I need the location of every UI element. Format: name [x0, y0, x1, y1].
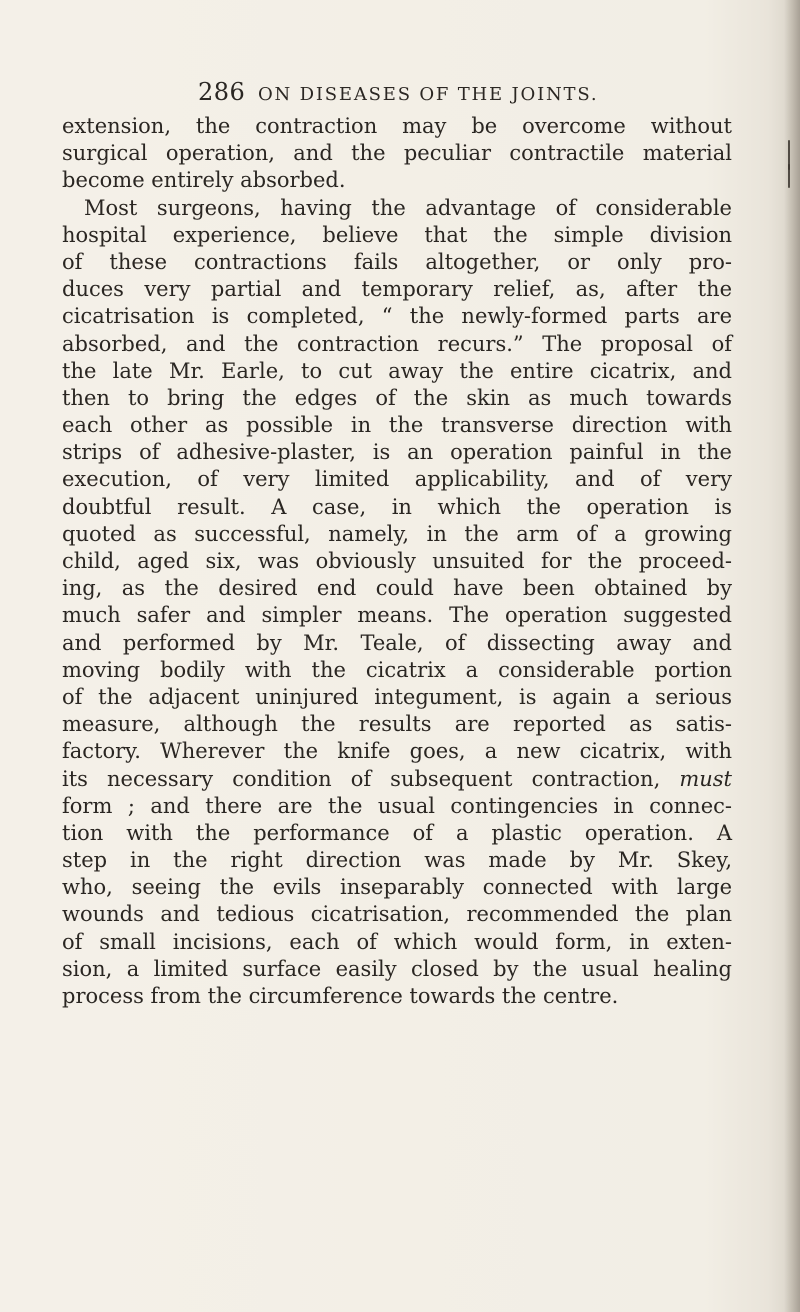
text-line: then to bring the edges of the skin as much towards — [62, 385, 732, 410]
text-line: child, aged six, was obviously unsuited for the proceed- — [62, 549, 732, 573]
text-line: extension, the contraction may be overcome without — [62, 114, 732, 138]
text-line: moving bodily with the cicatrix a considerable portion — [62, 657, 732, 682]
text-line: much safer and simpler means. The operation suggested — [62, 603, 732, 628]
text-line: sion, a limited surface easily closed by the usual healing — [62, 956, 732, 981]
text-line: tion with the performance of a plastic operation. A — [62, 820, 732, 845]
text-line: become entirely absorbed. — [62, 168, 346, 193]
text-line: who, seeing the evils inseparably connected with large — [62, 875, 732, 900]
body-text — [62, 113, 732, 1010]
text-line: cicatrisation is completed, “ the newly-formed parts are — [62, 304, 732, 329]
text-line: quoted as successful, namely, in the arm of a growing — [62, 521, 732, 546]
text-line: process from the circumference towards the centre. — [62, 984, 619, 1008]
text-segment: its necessary condition of subsequent contraction, — [62, 766, 661, 791]
text-line: duces very partial and temporary relief, as, after the — [62, 277, 732, 302]
text-line: execution, of very limited applicability, and of very — [62, 467, 732, 492]
text-line: measure, although the results are reported as satis- — [62, 712, 732, 737]
text-line: wounds and tedious cicatrisation, recommended the plan — [62, 902, 732, 927]
text-line: absorbed, and the contraction recurs.” The proposal of — [62, 331, 732, 356]
text-line: of small incisions, each of which would form, in exten- — [62, 929, 732, 954]
text-line: each other as possible in the transverse direction with — [62, 413, 732, 438]
page-header — [0, 78, 800, 118]
page-edge-shadow — [784, 0, 800, 1312]
text-line: step in the right direction was made by Mr. Skey, — [62, 848, 732, 873]
text-line: ing, as the desired end could have been obtained by — [62, 576, 732, 601]
text-line — [62, 766, 732, 793]
page-number: 286 — [198, 78, 246, 106]
text-line: Most surgeons, having the advantage of considerable — [84, 195, 732, 220]
text-line: of these contractions fails altogether, or only pro- — [62, 249, 732, 274]
text-line: of the adjacent uninjured integument, is again a serious — [62, 684, 732, 709]
text-line: doubtful result. A case, in which the operation is — [62, 494, 732, 519]
text-line: factory. Wherever the knife goes, a new cicatrix, with — [62, 739, 732, 764]
running-head: ON DISEASES OF THE JOINTS. — [258, 84, 599, 105]
text-line: strips of adhesive-plaster, is an operation painful in the — [62, 440, 732, 465]
text-line: hospital experience, believe that the simple division — [62, 222, 732, 247]
text-line: the late Mr. Earle, to cut away the entire cicatrix, and — [62, 358, 732, 383]
text-line: form ; and there are the usual contingencies in connec- — [62, 793, 732, 818]
text-line: and performed by Mr. Teale, of dissecting away and — [62, 630, 732, 655]
edge-mark — [788, 164, 790, 188]
text-line: surgical operation, and the peculiar contractile material — [62, 141, 732, 166]
italic-word: must — [679, 766, 732, 791]
